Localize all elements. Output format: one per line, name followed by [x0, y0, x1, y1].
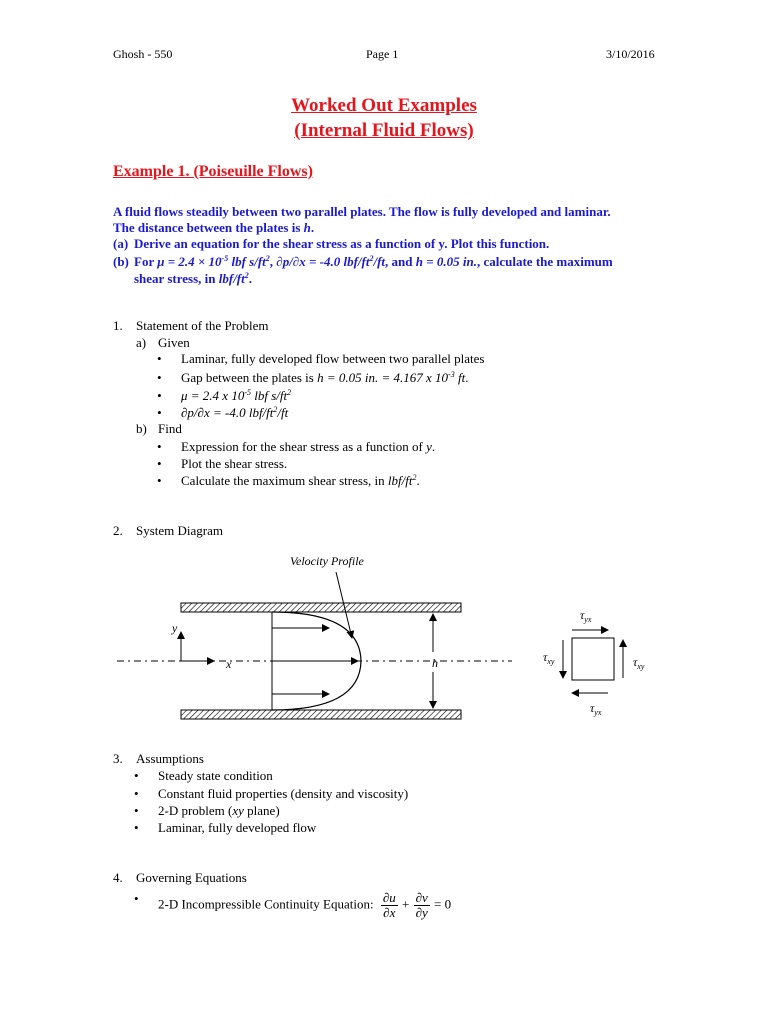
page-title: Worked Out Examples — [291, 95, 477, 116]
given-heading: Given — [158, 335, 190, 350]
section-1-number: 1. — [113, 318, 123, 333]
page-subtitle: (Internal Fluid Flows) — [294, 120, 474, 141]
find-heading: Find — [158, 421, 182, 436]
find-item: • Expression for the shear stress as a function of y. — [181, 439, 435, 455]
section-2-title: System Diagram — [136, 523, 224, 538]
assumption-item: • 2-D problem (xy plane) — [158, 803, 280, 819]
header-left: Ghosh - 550 — [113, 47, 173, 61]
section-3-number: 3. — [113, 751, 123, 766]
shear-label-left: $\tau_{xy}$ — [543, 650, 555, 666]
y-axis-label: y — [172, 621, 178, 635]
shear-label-right: $\tau_{xy}$ — [633, 655, 645, 671]
bottom-plate — [181, 710, 461, 719]
section-4-number: 4. — [113, 870, 123, 885]
assumption-item: • Steady state condition — [158, 768, 273, 784]
fluid-element — [572, 638, 614, 680]
section-2-number: 2. — [113, 523, 123, 538]
example-heading: Example 1. (Poiseuille Flows) — [113, 163, 313, 180]
system-diagram — [0, 540, 768, 730]
given-label: a) — [136, 335, 147, 350]
problem-part-b: (b) For $\mu = 2.4 \times 10^{-5}$ lbf $s/ft^2$, ∂p/∂x = -4.0 lbf/$ft^2/ft$, and h = 0.05 in., calculate the maximum — [113, 254, 613, 269]
velocity-profile-label: Velocity Profile — [290, 554, 364, 568]
problem-part-b-line-2: shear stress, in lbf/$ft^2$. — [134, 271, 252, 286]
assumption-item: • Constant fluid properties (density and viscosity) — [158, 786, 408, 802]
x-axis-label: x — [226, 657, 232, 671]
top-plate — [181, 603, 461, 612]
problem-line-2: The distance between the plates is h. — [113, 220, 315, 235]
assumption-item: • Laminar, fully developed flow — [158, 820, 316, 836]
shear-label-top: $\tau_{yx}$ — [580, 608, 592, 624]
given-item: • μ = 2.4 x $10^{-5}$ lbf $s/ft^2$ — [181, 388, 291, 404]
continuity-equation: • 2-D Incompressible Continuity Equation: $\frac{\partial u}{\partial x}$ + $\frac{\partial v}{\partial y}$ = 0 — [158, 891, 451, 920]
gap-label: h — [432, 656, 438, 670]
header-page-number: Page 1 — [366, 47, 399, 61]
problem-line-1: A fluid flows steadily between two parallel plates. The flow is fully developed and laminar. — [113, 204, 611, 219]
section-3-title: Assumptions — [136, 751, 204, 766]
find-item: • Calculate the maximum shear stress, in lbf/$ft^2$. — [181, 473, 420, 489]
problem-part-a: (a) Derive an equation for the shear stress as a function of y. Plot this function. — [113, 236, 550, 251]
find-item: • Plot the shear stress. — [181, 456, 287, 472]
given-item: • Gap between the plates is h = 0.05 in. = 4.167 x $10^{-3}$ ft. — [181, 370, 468, 386]
shear-label-bottom: $\tau_{yx}$ — [590, 701, 602, 717]
given-item: • ∂p/∂x = -4.0 lbf/$ft^2/ft$ — [181, 405, 288, 421]
find-label: b) — [136, 421, 147, 436]
header-date: 3/10/2016 — [606, 47, 655, 61]
section-4-title: Governing Equations — [136, 870, 247, 885]
given-item: • Laminar, fully developed flow between two parallel plates — [181, 351, 484, 367]
section-1-title: Statement of the Problem — [136, 318, 269, 333]
